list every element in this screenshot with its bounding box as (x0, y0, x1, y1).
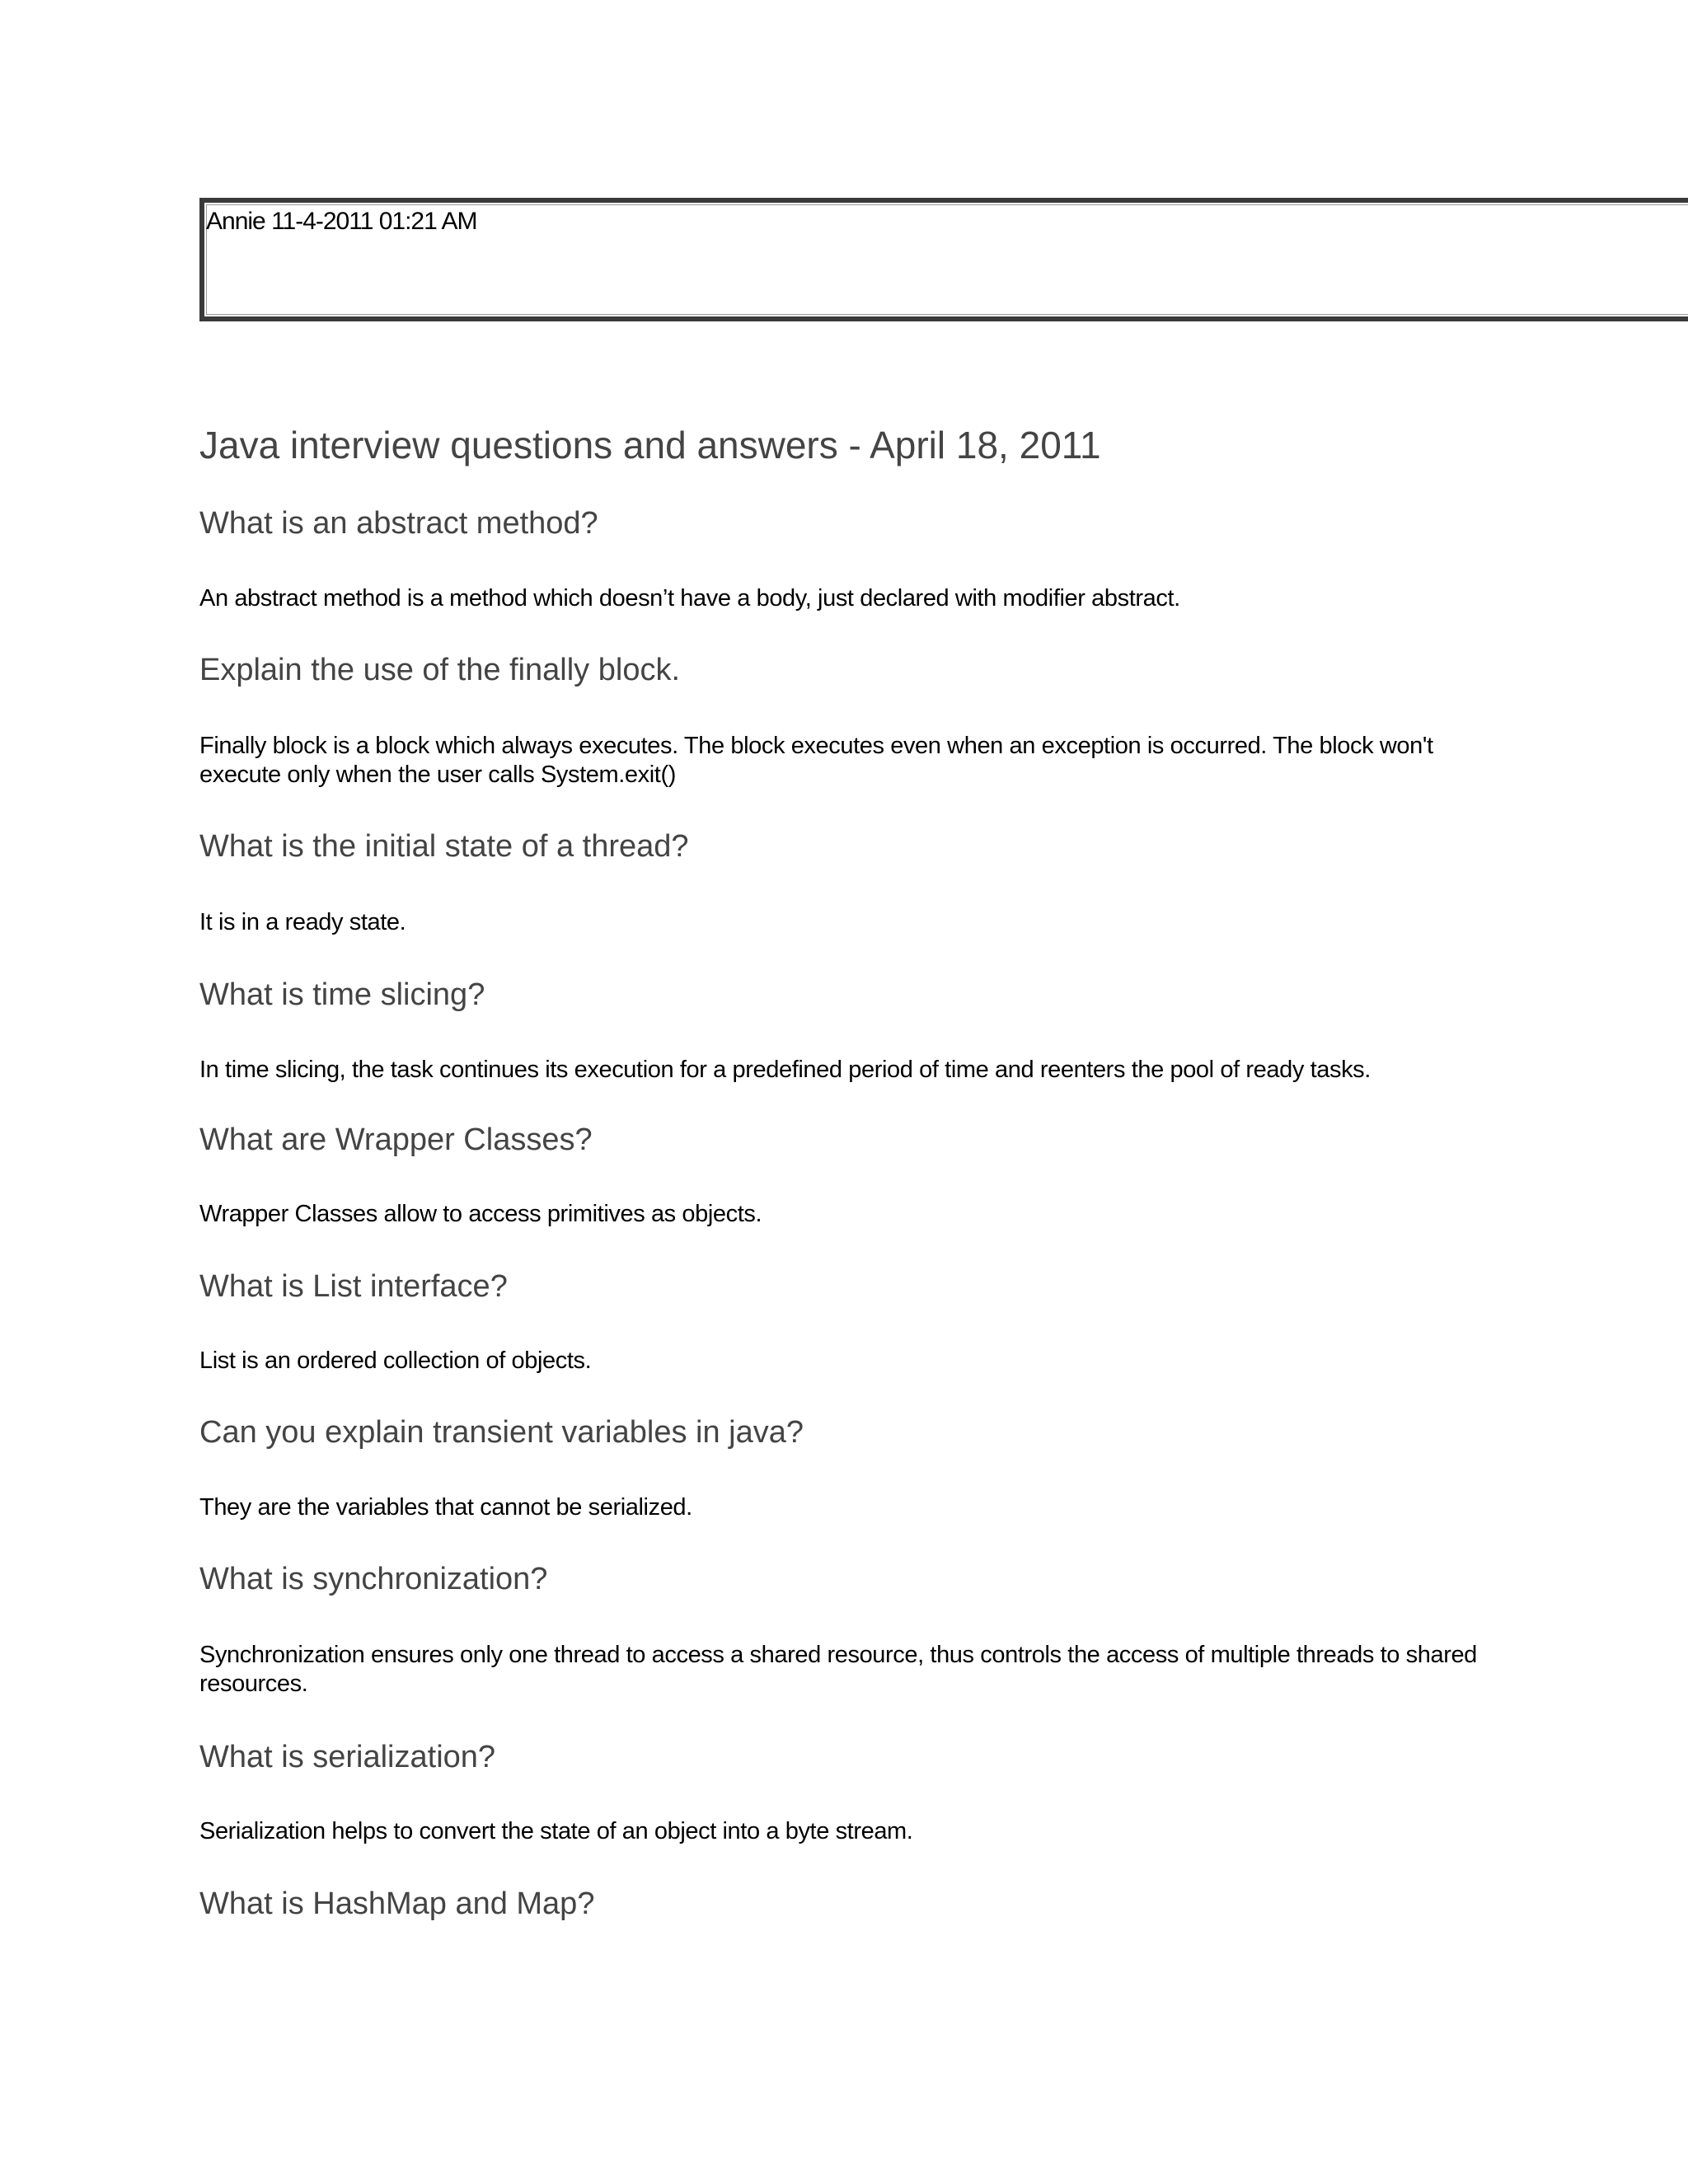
answer-text: Synchronization ensures only one thread to access a shared resource, thus controls the access of multiple threads to shared resources. (199, 1642, 1477, 1697)
answer-text: An abstract method is a method which doesn’t have a body, just declared with modifier abstract. (199, 585, 1180, 612)
answer-text: Serialization helps to convert the state of an object into a byte stream. (199, 1818, 913, 1844)
answer-text: They are the variables that cannot be serialized. (199, 1494, 692, 1521)
note-header: Annie 11-4-2011 01:21 AM (206, 208, 477, 235)
question-heading: Explain the use of the finally block. (199, 653, 681, 687)
answer-text: Finally block is a block which always executes. The block executes even when an exception is occurred. The block won't execute only when the user calls System.exit() (199, 733, 1433, 788)
question-heading: What is time slicing? (199, 977, 485, 1012)
question-heading: What is HashMap and Map? (199, 1886, 595, 1921)
answer-text: It is in a ready state. (199, 909, 406, 935)
question-heading: What is List interface? (199, 1269, 508, 1304)
question-heading: What is the initial state of a thread? (199, 829, 689, 864)
question-heading: Can you explain transient variables in java? (199, 1415, 804, 1450)
answer-text: Wrapper Classes allow to access primitives as objects. (199, 1201, 762, 1227)
question-heading: What is synchronization? (199, 1562, 548, 1596)
question-heading: What are Wrapper Classes? (199, 1122, 593, 1157)
page-title: Java interview questions and answers - April 18, 2011 (199, 424, 1101, 466)
answer-text: In time slicing, the task continues its execution for a predefined period of time and reenters the pool of ready tasks. (199, 1057, 1371, 1083)
question-heading: What is an abstract method? (199, 506, 598, 541)
answer-text: List is an ordered collection of objects. (199, 1347, 592, 1374)
question-heading: What is serialization? (199, 1740, 496, 1774)
